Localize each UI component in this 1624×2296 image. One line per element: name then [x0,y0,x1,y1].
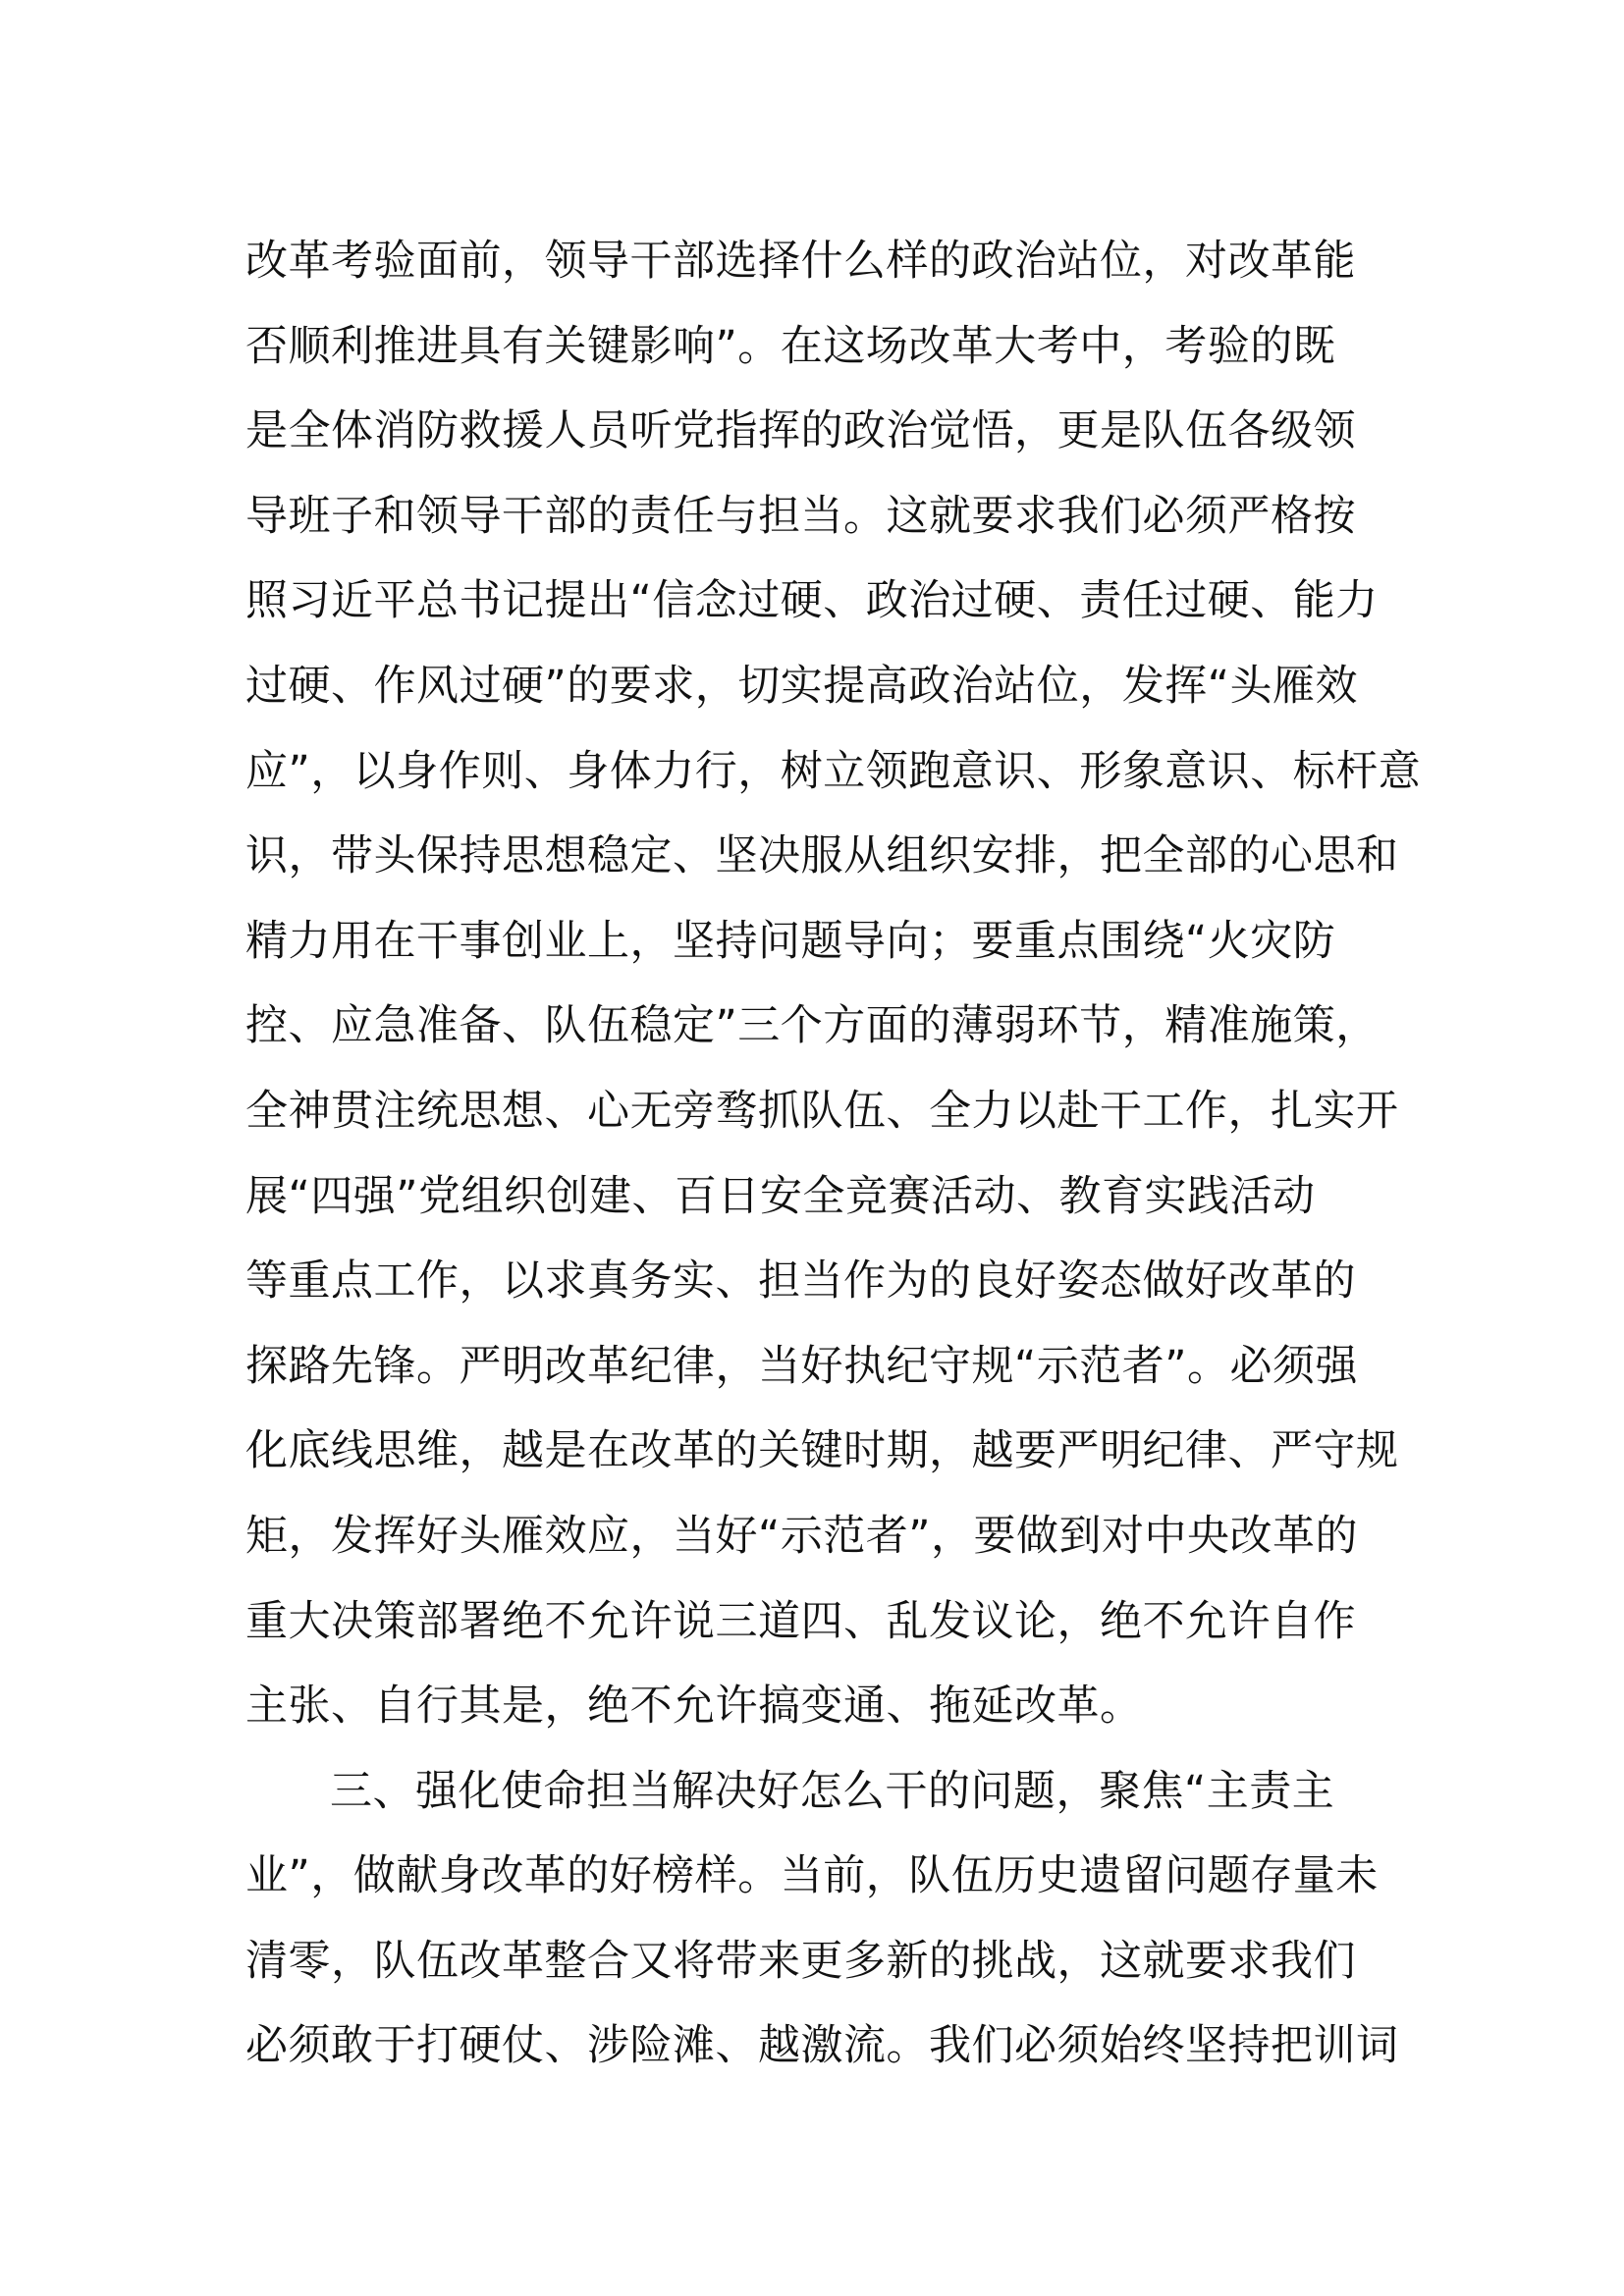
text-line-10: 控、应急准备、队伍稳定”三个方面的薄弱环节，精准施策， [245,1001,1379,1051]
text-line-1: 改革考验面前，领导干部选择什么样的政治站位，对改革能 [245,237,1356,286]
text-line-17: 重大决策部署绝不允许说三道四、乱发议论，绝不允许自作 [245,1596,1356,1646]
text-line-4: 导班子和领导干部的责任与担当。这就要求我们必须严格按 [245,491,1356,541]
text-line-5: 照习近平总书记提出“信念过硬、政治过硬、责任过硬、能力 [245,576,1379,626]
text-line-6: 过硬、作风过硬”的要求，切实提高政治站位，发挥“头雁效 [245,661,1359,711]
text-line-9: 精力用在干事创业上，坚持问题导向；要重点围绕“火灾防 [245,916,1336,966]
text-line-15: 化底线思维，越是在改革的关键时期，越要严明纪律、严守规 [245,1426,1399,1476]
text-line-7: 应”，以身作则、身体力行，树立领跑意识、形象意识、标杆意 [245,746,1422,796]
section-heading-line: 三、强化使命担当解决好怎么干的问题，聚焦“主责主 [330,1766,1335,1816]
text-line-8: 识，带头保持思想稳定、坚决服从组织安排，把全部的心思和 [245,831,1399,881]
text-line-11: 全神贯注统思想、心无旁骛抓队伍、全力以赴干工作，扎实开 [245,1086,1399,1136]
text-line-3: 是全体消防救援人员听党指挥的政治觉悟，更是队伍各级领 [245,406,1356,456]
text-line-16: 矩，发挥好头雁效应，当好“示范者”，要做到对中央改革的 [245,1511,1359,1561]
text-line-21: 清零，队伍改革整合又将带来更多新的挑战，这就要求我们 [245,1936,1356,1986]
text-line-2: 否顺利推进具有关键影响”。在这场改革大考中，考验的既 [245,321,1336,371]
text-line-12: 展“四强”党组织创建、百日安全竞赛活动、教育实践活动 [245,1171,1316,1221]
text-line-18: 主张、自行其是，绝不允许搞变通、拖延改革。 [245,1682,1143,1732]
text-line-14: 探路先锋。严明改革纪律，当好执纪守规“示范者”。必须强 [245,1341,1359,1391]
text-line-13: 等重点工作，以求真务实、担当作为的良好姿态做好改革的 [245,1256,1356,1307]
body-text [245,219,1422,2089]
text-line-20: 业”，做献身改革的好榜样。当前，队伍历史遗留问题存量未 [245,1851,1379,1901]
text-line-22: 必须敢于打硬仗、涉险滩、越激流。我们必须始终坚持把训词 [245,2021,1399,2071]
